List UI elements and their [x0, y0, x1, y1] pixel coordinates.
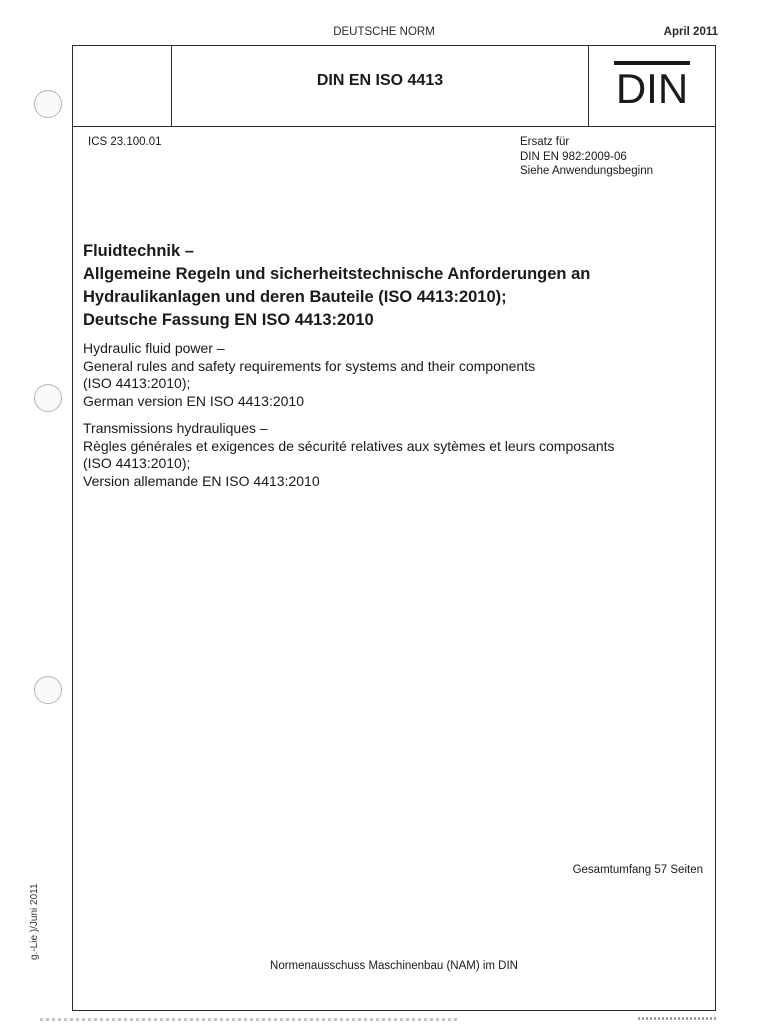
title-line: Fluidtechnik –	[83, 242, 194, 260]
header-blank-cell	[73, 46, 172, 126]
german-title	[83, 240, 703, 332]
punch-hole	[34, 384, 62, 412]
punch-hole	[34, 90, 62, 118]
title-line: Deutsche Fassung EN ISO 4413:2010	[83, 311, 374, 329]
replacement-info	[520, 135, 653, 179]
english-title	[83, 340, 713, 410]
margin-text: g.-Lie )/Juni 2011	[29, 883, 40, 960]
page-count: Gesamtumfang 57 Seiten	[572, 864, 703, 876]
logo-text: DIN	[615, 65, 689, 110]
header-row	[73, 46, 715, 127]
title-line: Hydraulikanlagen und deren Bauteile (ISO 4413:2010);	[83, 288, 507, 306]
english-title-line: Hydraulic fluid power –	[83, 340, 225, 356]
din-logo-icon	[610, 58, 694, 110]
punch-hole	[34, 676, 62, 704]
english-title-line: (ISO 4413:2010);	[83, 375, 191, 391]
series-label: DEUTSCHE NORM	[333, 26, 435, 38]
replaced-document: DIN EN 982:2009-06	[520, 150, 627, 163]
replaces-label: Ersatz für	[520, 136, 570, 148]
document-frame	[72, 45, 716, 1011]
scan-artifact	[638, 1017, 718, 1020]
logo-cell	[588, 46, 715, 126]
title-line: Allgemeine Regeln und sicherheitstechnische Anforderungen an	[83, 265, 591, 283]
scan-artifact	[40, 1018, 460, 1021]
english-title-line: General rules and safety requirements for systems and their components	[83, 357, 536, 374]
french-title-line: Version allemande EN ISO 4413:2010	[83, 472, 320, 489]
document-number: DIN EN ISO 4413	[316, 72, 444, 89]
french-title-line: Règles générales et exigences de sécurité relatives aux sytèmes et leurs composants	[83, 437, 615, 454]
english-title-line: German version EN ISO 4413:2010	[83, 392, 305, 409]
issue-date: April 2011	[663, 26, 718, 38]
committee-name: Normenausschuss Maschinenbau (NAM) im DIN	[270, 960, 518, 972]
french-title	[83, 420, 713, 490]
application-note: Siehe Anwendungsbeginn	[520, 165, 654, 177]
french-title-line: (ISO 4413:2010);	[83, 455, 191, 471]
ics-code: ICS 23.100.01	[88, 136, 162, 148]
french-title-line: Transmissions hydrauliques –	[83, 420, 268, 436]
